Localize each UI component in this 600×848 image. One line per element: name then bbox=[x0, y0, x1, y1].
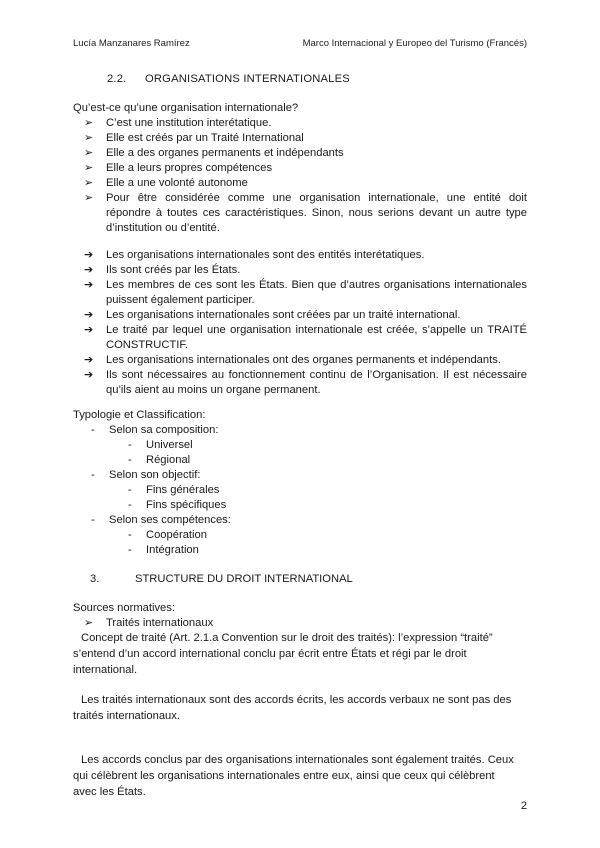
list-item: ➔ Le traité par lequel une organisation internationale est créée, s’appelle un TRAITÉ CONSTRUCTIF. bbox=[84, 324, 527, 351]
typology-item: - Fins générales bbox=[128, 484, 220, 496]
dash-bullet-icon: - bbox=[128, 439, 132, 451]
list-item: ➔ Ils sont créés par les États. bbox=[84, 264, 241, 276]
header-author: Lucía Manzanares Ramírez bbox=[73, 38, 190, 49]
section-heading-3 bbox=[90, 573, 353, 585]
typology-item: - Coopération bbox=[128, 529, 207, 541]
header-course: Marco Internacional y Europeo del Turismo (Francés) bbox=[302, 38, 527, 49]
typology-group: - Selon ses compétences: bbox=[91, 514, 231, 526]
section-title: STRUCTURE DU DROIT INTERNATIONAL bbox=[135, 573, 353, 585]
right-arrow-bullet-icon: ➔ bbox=[84, 324, 94, 336]
right-arrow-bullet-icon: ➔ bbox=[84, 249, 94, 261]
typology-item: - Fins spécifiques bbox=[128, 499, 227, 511]
list-item: ➢ Traités internationaux bbox=[84, 617, 214, 629]
section-number: 3. bbox=[90, 573, 100, 585]
right-arrow-bullet-icon: ➔ bbox=[84, 279, 94, 291]
right-arrow-bullet-icon: ➔ bbox=[84, 354, 94, 366]
paragraph: Les traités internationaux sont des accords écrits, les accords verbaux ne sont pas des traités internationaux. bbox=[73, 694, 512, 722]
paragraph: Les accords conclus par des organisations internationales sont également traités. Ceux qui célèbrent les organisations internationales entre eux, ainsi que ceux qui célèbrent avec les États. bbox=[73, 754, 514, 798]
typology-item: - Universel bbox=[128, 439, 193, 451]
section-heading-2-2 bbox=[107, 73, 350, 85]
typology-item: - Intégration bbox=[128, 544, 199, 556]
section-title: ORGANISATIONS INTERNATIONALES bbox=[145, 73, 350, 85]
arrowhead-bullet-icon: ➢ bbox=[84, 617, 94, 629]
question-text: Qu’est-ce qu’une organisation internationale? bbox=[73, 102, 299, 114]
list-item: ➔ Les organisations internationales sont des entités interétatiques. bbox=[84, 249, 425, 261]
dash-bullet-icon: - bbox=[91, 514, 95, 526]
treaty-concept-paragraph: Concept de traité (Art. 2.1.a Convention sur le droit des traités): l’expression “traité” s’entend d’un accord international conclu par écrit entre États et régi par le droit international. bbox=[73, 632, 493, 676]
arrowhead-bullet-icon: ➢ bbox=[84, 192, 94, 204]
list-item: ➔ Les organisations internationales ont des organes permanents et indépendants. bbox=[84, 354, 501, 366]
typology-group: - Selon son objectif: bbox=[91, 469, 201, 481]
typology-item: - Régional bbox=[128, 454, 191, 466]
dash-bullet-icon: - bbox=[91, 424, 95, 436]
list-item: ➢ Elle est créés par un Traité International bbox=[84, 132, 304, 144]
arrowhead-bullet-icon: ➢ bbox=[84, 117, 94, 129]
typology-section bbox=[73, 408, 527, 558]
right-arrow-bullet-icon: ➔ bbox=[84, 369, 94, 381]
dash-bullet-icon: - bbox=[128, 529, 132, 541]
dash-bullet-icon: - bbox=[128, 499, 132, 511]
right-arrow-bullet-icon: ➔ bbox=[84, 309, 94, 321]
dash-bullet-icon: - bbox=[128, 544, 132, 556]
typology-group: - Selon sa composition: bbox=[91, 424, 219, 436]
list-item: ➔ Ils sont nécessaires au fonctionnement continu de l’Organisation. Il est nécessaire qu’ils aient au moins un organe permanent. bbox=[84, 369, 527, 396]
section-number: 2.2. bbox=[107, 73, 127, 85]
sources-list bbox=[73, 616, 527, 631]
dash-bullet-icon: - bbox=[91, 469, 95, 481]
list-item: ➢ Elle a des organes permanents et indépendants bbox=[84, 147, 344, 159]
list-item: ➢ Elle a une volonté autonome bbox=[84, 177, 248, 189]
arrowhead-bullet-icon: ➢ bbox=[84, 177, 94, 189]
sources-title: Sources normatives: bbox=[73, 602, 175, 614]
right-arrow-bullet-icon: ➔ bbox=[84, 264, 94, 276]
arrowhead-bullet-icon: ➢ bbox=[84, 132, 94, 144]
arrowhead-list bbox=[73, 116, 527, 236]
list-item: ➢ C’est une institution interétatique. bbox=[84, 117, 272, 129]
arrowhead-bullet-icon: ➢ bbox=[84, 162, 94, 174]
page-number: 2 bbox=[520, 800, 527, 812]
arrowhead-bullet-icon: ➢ bbox=[84, 147, 94, 159]
right-arrow-list bbox=[73, 248, 527, 398]
typology-title: Typologie et Classification: bbox=[73, 409, 206, 421]
list-item: ➢ Elle a leurs propres compétences bbox=[84, 162, 273, 174]
list-item: ➔ Les membres de ces sont les États. Bien que d’autres organisations internationales puissent également participer. bbox=[84, 279, 527, 306]
list-item: ➢ Pour être considérée comme une organisation internationale, une entité doit répondre à toutes ces caractéristiques. Sinon, nous serions devant un autre type d’institution ou d’entité. bbox=[84, 192, 527, 234]
dash-bullet-icon: - bbox=[128, 454, 132, 466]
dash-bullet-icon: - bbox=[128, 484, 132, 496]
list-item: ➔ Les organisations internationales sont créées par un traité international. bbox=[84, 309, 461, 321]
